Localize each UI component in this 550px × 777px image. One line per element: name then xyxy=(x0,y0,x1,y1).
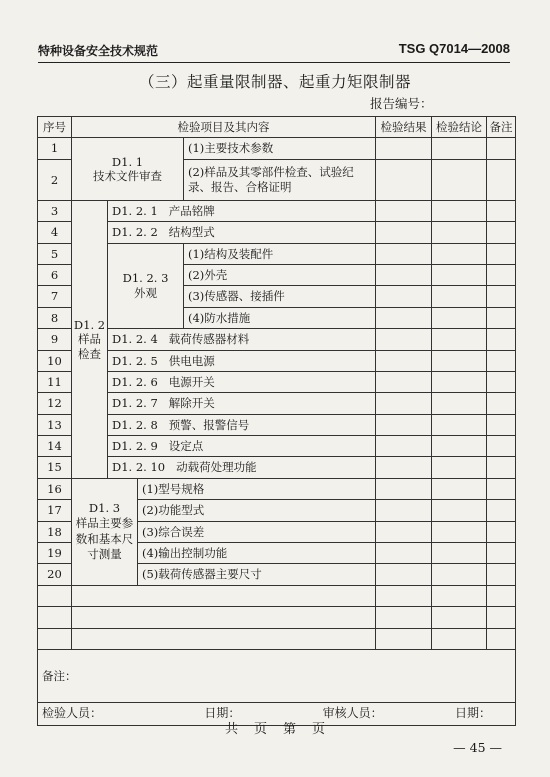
remark-cell[interactable] xyxy=(487,500,516,521)
date-label: 日期： xyxy=(204,706,241,721)
remark-cell[interactable] xyxy=(487,329,516,350)
item-text xyxy=(108,457,376,478)
row-number: 13 xyxy=(38,414,72,435)
item-code: D1. 2. 6 xyxy=(112,374,158,389)
row-number: 11 xyxy=(38,371,72,392)
table-row xyxy=(38,478,516,499)
item-code: D1. 2. 10 xyxy=(112,460,166,475)
row-number: 8 xyxy=(38,307,72,328)
item-text: (4)输出控制功能 xyxy=(138,543,376,564)
table-row xyxy=(38,457,516,478)
col-header-conclusion: 检验结论 xyxy=(432,117,487,138)
conclusion-cell[interactable] xyxy=(432,500,487,521)
item-label: 载荷传感器材料 xyxy=(168,332,250,347)
conclusion-cell[interactable] xyxy=(432,543,487,564)
inspection-table xyxy=(37,116,516,726)
result-cell[interactable] xyxy=(376,329,432,350)
page-unit-label: 页 xyxy=(253,722,267,737)
conclusion-cell[interactable] xyxy=(432,222,487,243)
item-text: (3)综合误差 xyxy=(138,521,376,542)
item-text xyxy=(108,393,376,414)
result-cell[interactable] xyxy=(376,264,432,285)
conclusion-cell[interactable] xyxy=(432,200,487,221)
item-text xyxy=(108,350,376,371)
row-number: 4 xyxy=(38,222,72,243)
item-text: (4)防水措施 xyxy=(184,307,376,328)
col-header-result: 检验结果 xyxy=(376,117,432,138)
item-label: 供电电源 xyxy=(168,353,215,368)
row-number: 20 xyxy=(38,564,72,585)
result-cell[interactable] xyxy=(376,138,432,159)
item-label: 设定点 xyxy=(168,439,204,454)
remark-cell[interactable] xyxy=(487,264,516,285)
group-name: 样品检查 xyxy=(78,332,101,361)
table-row xyxy=(38,393,516,414)
item-text: (2)外壳 xyxy=(184,264,376,285)
result-cell[interactable] xyxy=(376,393,432,414)
item-label: 电源开关 xyxy=(168,374,215,389)
page-unit-label: 页 xyxy=(312,722,326,737)
conclusion-cell[interactable] xyxy=(432,307,487,328)
row-number: 3 xyxy=(38,200,72,221)
item-text xyxy=(108,222,376,243)
result-cell[interactable] xyxy=(376,350,432,371)
result-cell[interactable] xyxy=(376,286,432,307)
header-right: TSG Q7014—2008 xyxy=(398,41,510,56)
row-number: 2 xyxy=(38,159,72,200)
inspector-label: 检验人员： xyxy=(42,706,103,721)
group-code: D1. 1 xyxy=(111,154,144,169)
report-number-label: 报告编号： xyxy=(370,96,433,111)
group-code: D1. 2. 3 xyxy=(122,271,169,286)
row-number: 18 xyxy=(38,521,72,542)
group-tech-docs xyxy=(72,138,184,200)
conclusion-cell[interactable] xyxy=(432,286,487,307)
result-cell[interactable] xyxy=(376,521,432,542)
item-code: D1. 2. 4 xyxy=(112,332,158,347)
row-number: 19 xyxy=(38,543,72,564)
reviewer-label: 审核人员： xyxy=(322,706,383,721)
row-number: 16 xyxy=(38,478,72,499)
conclusion-cell[interactable] xyxy=(432,350,487,371)
item-label: 结构型式 xyxy=(168,225,215,240)
remark-cell[interactable] xyxy=(487,222,516,243)
row-number: 1 xyxy=(38,138,72,159)
row-number: 6 xyxy=(38,264,72,285)
item-code: D1. 2. 8 xyxy=(112,417,158,432)
group-name: 技术文件审查 xyxy=(93,169,162,184)
row-number: 14 xyxy=(38,436,72,457)
conclusion-cell[interactable] xyxy=(432,264,487,285)
result-cell[interactable] xyxy=(376,457,432,478)
row-number: 10 xyxy=(38,350,72,371)
result-cell[interactable] xyxy=(376,222,432,243)
remark-cell[interactable] xyxy=(487,243,516,264)
page-no-label: 第 xyxy=(283,722,297,737)
page-number: — 45 — xyxy=(453,740,502,755)
remark-cell[interactable] xyxy=(487,200,516,221)
remark-cell[interactable] xyxy=(487,521,516,542)
result-cell[interactable] xyxy=(376,159,432,200)
table-row xyxy=(38,350,516,371)
item-code: D1. 2. 9 xyxy=(112,439,158,454)
remark-cell[interactable] xyxy=(487,138,516,159)
group-appearance xyxy=(108,243,184,329)
item-label: 解除开关 xyxy=(168,396,215,411)
row-number: 12 xyxy=(38,393,72,414)
remark-cell[interactable] xyxy=(487,159,516,200)
conclusion-cell[interactable] xyxy=(432,457,487,478)
blank-row xyxy=(38,585,516,606)
item-text: (1)结构及装配件 xyxy=(184,243,376,264)
result-cell[interactable] xyxy=(376,414,432,435)
item-text xyxy=(108,436,376,457)
remark-cell[interactable] xyxy=(487,414,516,435)
table-row xyxy=(38,371,516,392)
table-row xyxy=(38,329,516,350)
item-text: (2)功能型式 xyxy=(138,500,376,521)
group-parameters xyxy=(72,478,138,585)
remark-cell[interactable] xyxy=(487,564,516,585)
conclusion-cell[interactable] xyxy=(432,243,487,264)
row-number: 9 xyxy=(38,329,72,350)
table-row xyxy=(38,414,516,435)
item-text xyxy=(108,414,376,435)
result-cell[interactable] xyxy=(376,200,432,221)
group-code: D1. 3 xyxy=(88,500,121,515)
remark-cell[interactable] xyxy=(487,393,516,414)
blank-row xyxy=(38,628,516,649)
row-number: 7 xyxy=(38,286,72,307)
item-label: 产品铭牌 xyxy=(168,203,215,218)
item-text: (1)型号规格 xyxy=(138,478,376,499)
result-cell[interactable] xyxy=(376,243,432,264)
table-row xyxy=(38,138,516,159)
remark-cell[interactable] xyxy=(487,436,516,457)
date-label: 日期： xyxy=(454,706,491,721)
note-label: 备注： xyxy=(42,668,77,683)
result-cell[interactable] xyxy=(376,478,432,499)
item-text: (1)主要技术参数 xyxy=(184,138,376,159)
result-cell[interactable] xyxy=(376,436,432,457)
row-number: 5 xyxy=(38,243,72,264)
conclusion-cell[interactable] xyxy=(432,414,487,435)
conclusion-cell[interactable] xyxy=(432,371,487,392)
note-cell[interactable] xyxy=(38,649,516,702)
row-number: 17 xyxy=(38,500,72,521)
table-row xyxy=(38,436,516,457)
conclusion-cell[interactable] xyxy=(432,436,487,457)
col-header-no: 序号 xyxy=(38,117,72,138)
remark-cell[interactable] xyxy=(487,457,516,478)
item-code: D1. 2. 7 xyxy=(112,396,158,411)
table-row xyxy=(38,200,516,221)
conclusion-cell[interactable] xyxy=(432,564,487,585)
result-cell[interactable] xyxy=(376,371,432,392)
remark-cell[interactable] xyxy=(487,371,516,392)
result-cell[interactable] xyxy=(376,500,432,521)
remark-cell[interactable] xyxy=(487,350,516,371)
item-code: D1. 2. 1 xyxy=(112,203,158,218)
col-header-item: 检验项目及其内容 xyxy=(72,117,376,138)
remark-cell[interactable] xyxy=(487,543,516,564)
remark-cell[interactable] xyxy=(487,478,516,499)
remark-cell[interactable] xyxy=(487,307,516,328)
row-number: 15 xyxy=(38,457,72,478)
item-text: (3)传感器、接插件 xyxy=(184,286,376,307)
page-count-footer xyxy=(0,718,550,737)
group-name: 样品主要参数和基本尺寸测量 xyxy=(75,516,134,562)
conclusion-cell[interactable] xyxy=(432,329,487,350)
note-row xyxy=(38,649,516,702)
item-label: 动载荷处理功能 xyxy=(176,460,257,475)
result-cell[interactable] xyxy=(376,564,432,585)
item-text xyxy=(108,200,376,221)
result-cell[interactable] xyxy=(376,543,432,564)
group-code: D1. 2 xyxy=(73,317,106,332)
item-text xyxy=(108,329,376,350)
table-header-row xyxy=(38,117,516,138)
conclusion-cell[interactable] xyxy=(432,521,487,542)
table-row xyxy=(38,222,516,243)
result-cell[interactable] xyxy=(376,307,432,328)
item-label: 预警、报警信号 xyxy=(168,417,250,432)
remark-cell[interactable] xyxy=(487,286,516,307)
blank-row xyxy=(38,607,516,628)
item-text xyxy=(108,371,376,392)
conclusion-cell[interactable] xyxy=(432,159,487,200)
item-text: (2)样品及其零部件检查、试验纪录、报告、合格证明 xyxy=(184,159,376,200)
col-header-remark: 备注 xyxy=(487,117,516,138)
group-sample-check xyxy=(72,200,108,478)
conclusion-cell[interactable] xyxy=(432,138,487,159)
conclusion-cell[interactable] xyxy=(432,478,487,499)
conclusion-cell[interactable] xyxy=(432,393,487,414)
item-text: (5)载荷传感器主要尺寸 xyxy=(138,564,376,585)
page-title: （三）起重量限制器、起重力矩限制器 xyxy=(138,73,411,91)
group-name: 外观 xyxy=(134,285,157,300)
total-label: 共 xyxy=(224,722,238,737)
page-header xyxy=(38,40,510,63)
item-code: D1. 2. 5 xyxy=(112,353,158,368)
table-row xyxy=(38,243,516,264)
header-left: 特种设备安全技术规范 xyxy=(38,44,159,58)
item-code: D1. 2. 2 xyxy=(112,225,158,240)
